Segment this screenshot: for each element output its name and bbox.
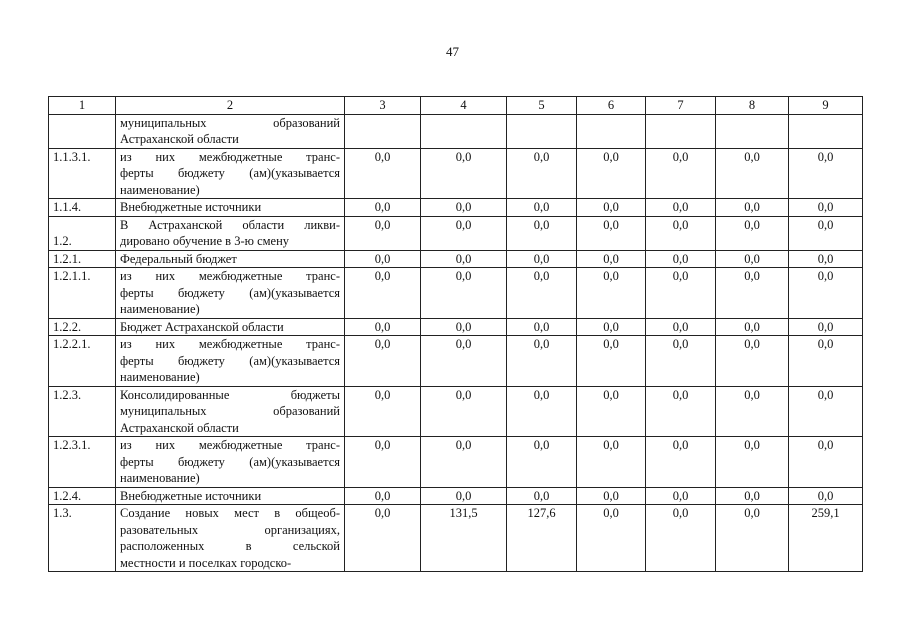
row-name: [116, 318, 345, 336]
table-row: [49, 505, 863, 572]
value-cell: 0,0: [646, 505, 716, 572]
row-name: [116, 437, 345, 488]
table-row: [49, 216, 863, 250]
value-cell: 0,0: [345, 216, 421, 250]
value-cell: 0,0: [789, 437, 863, 488]
value-cell: 0,0: [789, 199, 863, 217]
value-cell: 0,0: [716, 505, 789, 572]
value-cell: 0,0: [421, 216, 507, 250]
row-name-line: местности и поселках городско-: [120, 555, 292, 570]
value-cell: 0,0: [421, 148, 507, 199]
table-row: [49, 114, 863, 148]
row-code: 1.2.: [49, 216, 116, 250]
value-cell: 0,0: [507, 386, 577, 437]
column-header: 6: [577, 97, 646, 115]
value-cell: 0,0: [577, 268, 646, 319]
row-name: [116, 114, 345, 148]
value-cell: 0,0: [577, 487, 646, 505]
row-name-line: из них межбюджетные транс-: [120, 149, 340, 164]
value-cell: [646, 114, 716, 148]
value-cell: 0,0: [716, 318, 789, 336]
row-name-line: наименование): [120, 471, 200, 485]
row-name-line: ферты бюджету (ам)(указывается: [120, 285, 340, 300]
value-cell: 0,0: [716, 268, 789, 319]
column-header: 2: [116, 97, 345, 115]
row-name: [116, 148, 345, 199]
value-cell: 0,0: [577, 250, 646, 268]
row-name-line: Внебюджетные источники: [120, 200, 262, 214]
row-code: 1.3.: [49, 505, 116, 572]
value-cell: 0,0: [646, 487, 716, 505]
value-cell: 0,0: [789, 487, 863, 505]
row-code: 1.2.1.: [49, 250, 116, 268]
value-cell: [789, 114, 863, 148]
row-code: 1.2.3.: [49, 386, 116, 437]
value-cell: 0,0: [577, 336, 646, 387]
value-cell: 0,0: [577, 505, 646, 572]
value-cell: 0,0: [345, 336, 421, 387]
value-cell: 0,0: [577, 148, 646, 199]
value-cell: 0,0: [421, 336, 507, 387]
row-name: [116, 487, 345, 505]
row-name: [116, 505, 345, 572]
value-cell: 0,0: [789, 386, 863, 437]
header-row: [49, 97, 863, 115]
table-row: [49, 386, 863, 437]
row-name-line: муниципальных образований: [120, 404, 340, 418]
row-name-line: наименование): [120, 370, 200, 384]
table-row: [49, 250, 863, 268]
value-cell: 0,0: [507, 487, 577, 505]
column-header: 7: [646, 97, 716, 115]
value-cell: 0,0: [646, 199, 716, 217]
column-header: 8: [716, 97, 789, 115]
table-row: [49, 199, 863, 217]
row-name-line: наименование): [120, 302, 200, 316]
value-cell: 0,0: [421, 268, 507, 319]
budget-table: [48, 96, 863, 572]
value-cell: 0,0: [345, 487, 421, 505]
value-cell: 0,0: [646, 437, 716, 488]
value-cell: 0,0: [345, 386, 421, 437]
column-header: 4: [421, 97, 507, 115]
value-cell: 0,0: [577, 437, 646, 488]
value-cell: 0,0: [345, 199, 421, 217]
value-cell: 0,0: [507, 318, 577, 336]
row-name-line: муниципальных образований: [120, 115, 340, 130]
page-number: 47: [446, 44, 459, 59]
row-name: [116, 336, 345, 387]
value-cell: 0,0: [716, 437, 789, 488]
value-cell: 0,0: [789, 216, 863, 250]
value-cell: 0,0: [421, 386, 507, 437]
row-name-line: ферты бюджету (ам)(указывается: [120, 353, 340, 368]
table-body: [49, 97, 863, 572]
value-cell: [716, 114, 789, 148]
value-cell: 0,0: [646, 268, 716, 319]
value-cell: [345, 114, 421, 148]
value-cell: 0,0: [345, 318, 421, 336]
row-code: [49, 114, 116, 148]
row-name-line: наименование): [120, 182, 200, 197]
row-name-line: Астраханской области: [120, 420, 239, 435]
value-cell: 0,0: [716, 386, 789, 437]
value-cell: 0,0: [646, 148, 716, 199]
value-cell: 0,0: [345, 437, 421, 488]
row-name-line: Внебюджетные источники: [120, 488, 262, 503]
row-name: [116, 250, 345, 268]
value-cell: [421, 114, 507, 148]
value-cell: [507, 114, 577, 148]
value-cell: 0,0: [716, 250, 789, 268]
row-code: 1.2.1.1.: [49, 268, 116, 319]
row-name-line: Бюджет Астраханской области: [120, 319, 284, 334]
row-name-line: из них межбюджетные транс-: [120, 269, 340, 283]
row-code: 1.1.4.: [49, 199, 116, 217]
value-cell: 0,0: [646, 386, 716, 437]
value-cell: 0,0: [421, 199, 507, 217]
row-name-line: Федеральный бюджет: [120, 251, 237, 266]
value-cell: 0,0: [577, 318, 646, 336]
value-cell: 259,1: [789, 505, 863, 572]
value-cell: 0,0: [577, 386, 646, 437]
value-cell: 0,0: [789, 148, 863, 199]
value-cell: 0,0: [421, 437, 507, 488]
row-name: [116, 268, 345, 319]
row-name-line: дировано обучение в 3-ю смену: [120, 234, 290, 248]
row-name-line: из них межбюджетные транс-: [120, 438, 340, 452]
row-code: 1.1.3.1.: [49, 148, 116, 199]
value-cell: 0,0: [789, 268, 863, 319]
row-name-line: В Астраханской области ликви-: [120, 217, 340, 232]
value-cell: 0,0: [345, 505, 421, 572]
row-code: 1.2.3.1.: [49, 437, 116, 488]
value-cell: 0,0: [507, 250, 577, 268]
row-name: [116, 386, 345, 437]
value-cell: 0,0: [577, 199, 646, 217]
row-name-line: Создание новых мест в общеоб-: [120, 506, 340, 520]
table-row: [49, 148, 863, 199]
value-cell: 0,0: [577, 216, 646, 250]
value-cell: 0,0: [716, 199, 789, 217]
value-cell: 0,0: [507, 437, 577, 488]
value-cell: 0,0: [345, 268, 421, 319]
value-cell: 0,0: [716, 336, 789, 387]
value-cell: [577, 114, 646, 148]
value-cell: 0,0: [507, 268, 577, 319]
value-cell: 0,0: [345, 148, 421, 199]
row-code: 1.2.2.1.: [49, 336, 116, 387]
value-cell: 131,5: [421, 505, 507, 572]
row-name-line: ферты бюджету (ам)(указывается: [120, 166, 340, 180]
value-cell: 0,0: [789, 318, 863, 336]
value-cell: 0,0: [507, 199, 577, 217]
row-name: [116, 199, 345, 217]
row-name-line: разовательных организациях,: [120, 522, 340, 537]
row-name-line: из них межбюджетные транс-: [120, 337, 340, 351]
column-header: 5: [507, 97, 577, 115]
row-name-line: Консолидированные бюджеты: [120, 387, 340, 402]
table-row: [49, 318, 863, 336]
table-row: [49, 268, 863, 319]
value-cell: 0,0: [345, 250, 421, 268]
value-cell: 0,0: [716, 216, 789, 250]
column-header: 3: [345, 97, 421, 115]
row-code: 1.2.4.: [49, 487, 116, 505]
value-cell: 0,0: [507, 216, 577, 250]
row-name-line: Астраханской области: [120, 132, 239, 146]
value-cell: 0,0: [507, 336, 577, 387]
row-code: 1.2.2.: [49, 318, 116, 336]
value-cell: 0,0: [716, 148, 789, 199]
value-cell: 0,0: [646, 336, 716, 387]
column-header: 1: [49, 97, 116, 115]
value-cell: 0,0: [421, 318, 507, 336]
row-name-line: ферты бюджету (ам)(указывается: [120, 454, 340, 469]
value-cell: 0,0: [507, 148, 577, 199]
value-cell: 0,0: [421, 487, 507, 505]
value-cell: 0,0: [716, 487, 789, 505]
value-cell: 0,0: [421, 250, 507, 268]
table-row: [49, 336, 863, 387]
value-cell: 127,6: [507, 505, 577, 572]
row-name: [116, 216, 345, 250]
value-cell: 0,0: [646, 216, 716, 250]
table-row: [49, 487, 863, 505]
column-header: 9: [789, 97, 863, 115]
row-name-line: расположенных в сельской: [120, 539, 340, 553]
value-cell: 0,0: [789, 250, 863, 268]
table-row: [49, 437, 863, 488]
value-cell: 0,0: [646, 318, 716, 336]
value-cell: 0,0: [646, 250, 716, 268]
value-cell: 0,0: [789, 336, 863, 387]
